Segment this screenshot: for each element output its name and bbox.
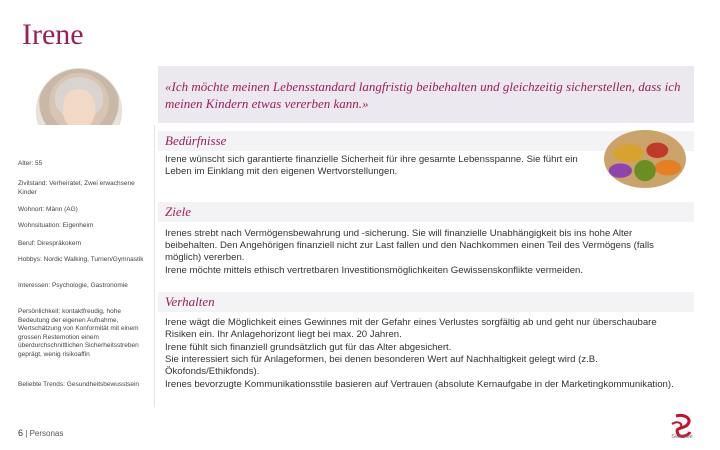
sidebar-hobbys: Hobbys: Nordic Walking, Turnen/Gymnastik bbox=[18, 256, 144, 263]
verhalten-bar bbox=[158, 292, 694, 312]
ziele-text-2: Irene möchte mittels ethisch vertretbaren Investitionsmöglichkeiten Gewissenskonflikte vermeiden. bbox=[165, 265, 584, 276]
sidebar-alter: Alter: 55 bbox=[18, 160, 43, 167]
footer bbox=[18, 428, 63, 438]
photo-face bbox=[63, 89, 95, 129]
footer-separator: | bbox=[25, 429, 30, 438]
beduerfnisse-title: Bedürfnisse bbox=[165, 133, 227, 148]
verhalten-text-1: Irene wägt die Möglichkeit eines Gewinnes mit der Gefahr eines Verlustes sorgfältig ab und geht nur überschaubare Risiken ein. Ihr Anlagehorizont liegt bei max. 20 Jahren. bbox=[165, 317, 657, 340]
sidebar-zivilstand: Zivilstand: Verheiratet, Zwei erwachsene Kinder bbox=[18, 180, 135, 196]
food-image bbox=[604, 130, 686, 188]
persona-quote: «Ich möchte meinen Lebensstandard langfristig beibehalten und gleichzeitig sicherstellen, dass ich meinen Kindern etwas vererben kann.» bbox=[165, 79, 681, 111]
ziele-bar bbox=[158, 202, 694, 222]
logo-text: Swisslife bbox=[671, 434, 693, 440]
sidebar-interessen: Interessen: Psychologie, Gastronomie bbox=[18, 282, 128, 289]
page-number: 6 bbox=[18, 428, 24, 438]
ziele-title: Ziele bbox=[165, 204, 191, 219]
sidebar-wohnort: Wohnort: Männ (AG) bbox=[18, 206, 78, 213]
sidebar-beruf: Beruf: Direspräkokern bbox=[18, 240, 82, 247]
sidebar-trends: Beliebte Trends: Gesundheitsbewusstsein bbox=[18, 381, 140, 388]
sidebar-wohnsituation: Wohnsituation: Eigenheim bbox=[18, 222, 94, 229]
verhalten-text-4: Irenes bevorzugte Kommunikationsstile basieren auf Vertrauen (absolute Kernaufgabe in der Marketingkommunikation). bbox=[165, 379, 674, 390]
beduerfnisse-text: Irene wünscht sich garantierte finanzielle Sicherheit für ihre gesamte Lebensspanne. Sie führt ein Leben im Einklang mit den eigenen Wertvorstellungen. bbox=[165, 154, 578, 177]
footer-label: Personas bbox=[29, 429, 64, 438]
verhalten-text-3: Sie interessiert sich für Anlageformen, bei denen besonderen Wert auf Nachhaltigkeit gelegt wird (z.B. Ökofonds/Ethikfonds). bbox=[165, 354, 598, 377]
sidebar-persoenlichkeit: Persönlichkeit: kontaktfreudig, hohe Bedeutung der eigenen Aufnahme, Wertschätzung von Konformität mit einem grossen Restemotion einem überdurchschnittlichen Sicherheitsstreben geprägt, wenig risikoaffin bbox=[18, 308, 139, 358]
page-title: Irene bbox=[22, 18, 84, 51]
verhalten-title: Verhalten bbox=[165, 294, 215, 309]
verhalten-text-2: Irene fühlt sich finanziell grundsätzlich gut für das Alter abgesichert. bbox=[165, 342, 452, 353]
ziele-text-1: Irenes strebt nach Vermögensbewahrung und -sicherung. Sie will finanzielle Unabhängigkeit bis ins hohe Alter beibehalten. Den Angehörigen finanziell nicht zur Last fallen und den Nachkommen einen Teil des Vermögens (falls möglich) vererben. bbox=[165, 228, 654, 263]
